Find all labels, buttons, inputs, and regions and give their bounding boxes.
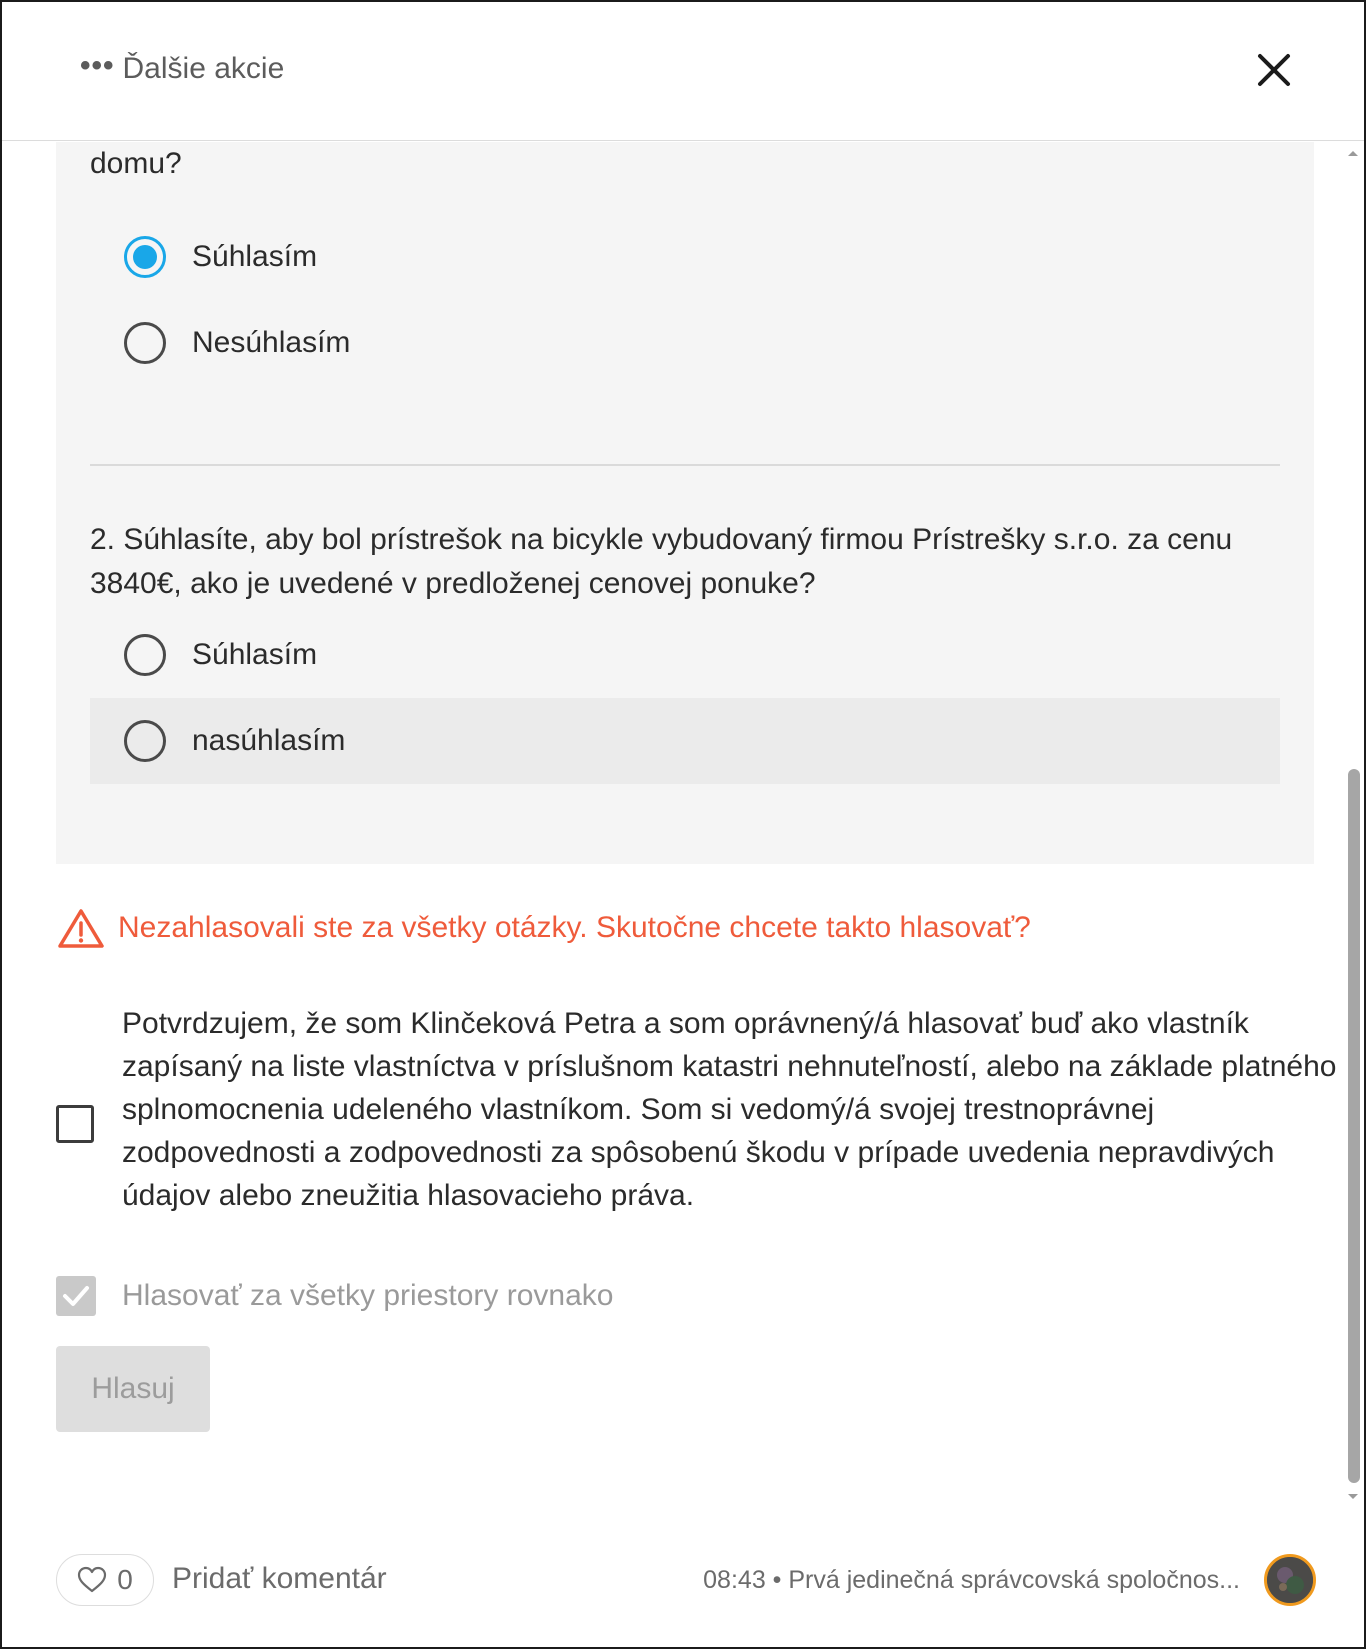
more-actions-label: Ďalšie akcie: [122, 52, 285, 85]
incomplete-vote-warning: [58, 908, 1031, 948]
like-button[interactable]: [56, 1554, 154, 1606]
vote-button[interactable]: Hlasuj: [56, 1346, 210, 1432]
confirmation-text: Potvrdzujem, že som Klinčeková Petra a som oprávnený/á hlasovať buď ako vlastník zapísaný na liste vlastníctva v príslušnom katastri nehnuteľností, alebo na základe platného splnomocnenia udeleného vlastníkom. Som si vedomý/á svojej trestnoprávnej zodpovednosti a zodpovednosti za spôsobenú škodu v prípade uvedenia nepravdivých údajov alebo zneužitia hlasovacieho práva.: [122, 1007, 1337, 1212]
close-button[interactable]: [1254, 50, 1294, 90]
warning-triangle-icon: [58, 908, 104, 948]
q2-option-agree[interactable]: [90, 612, 1280, 698]
post-meta: 08:43 • Prvá jedinečná správcovská spoločnos...: [703, 1566, 1240, 1594]
question-2-text: 2. Súhlasíte, aby bol prístrešok na bicykle vybudovaný firmou Prístrešky s.r.o. za cenu 3840€, ako je uvedené v predloženej cenovej ponuke?: [90, 523, 1233, 600]
scrollbar-thumb[interactable]: [1348, 769, 1360, 1483]
option-label: Nesúhlasím: [192, 326, 351, 359]
option-label: nasúhlasím: [192, 724, 346, 757]
vote-all-spaces-row: [56, 1276, 613, 1316]
checkmark-icon: [56, 1276, 96, 1316]
option-label: Súhlasím: [192, 240, 318, 273]
question-1-text-tail: domu?: [90, 147, 182, 180]
like-count: 0: [117, 1564, 133, 1595]
radio-icon[interactable]: [124, 322, 166, 364]
modal-header: [2, 2, 1364, 141]
question-divider: [90, 464, 1280, 466]
questions-panel: [56, 142, 1314, 864]
heart-icon: [77, 1566, 107, 1594]
q2-option-disagree[interactable]: [90, 698, 1280, 784]
vote-all-label: Hlasovať za všetky priestory rovnako: [122, 1279, 614, 1312]
close-icon: [1254, 50, 1294, 90]
add-comment-link[interactable]: Pridať komentár: [172, 1562, 387, 1595]
radio-icon[interactable]: [124, 720, 166, 762]
more-dots-icon: •••: [80, 49, 115, 82]
option-label: Súhlasím: [192, 638, 318, 671]
radio-icon[interactable]: [124, 634, 166, 676]
modal-body: [2, 142, 1348, 1512]
vote-all-checkbox[interactable]: [56, 1276, 96, 1316]
confirmation-checkbox[interactable]: [56, 1105, 94, 1143]
avatar-image-icon: [1267, 1557, 1313, 1603]
radio-checked-icon[interactable]: [124, 236, 166, 278]
modal-footer: [2, 1512, 1364, 1649]
avatar[interactable]: [1264, 1554, 1316, 1606]
q1-option-disagree[interactable]: [90, 300, 1280, 386]
scroll-down-arrow-icon: [1346, 1492, 1360, 1502]
q1-option-agree[interactable]: [90, 214, 1280, 300]
warning-text: Nezahlasovali ste za všetky otázky. Skutočne chcete takto hlasovať?: [118, 911, 1031, 944]
scroll-up-arrow-icon: [1346, 148, 1360, 158]
more-actions-button[interactable]: [80, 49, 285, 86]
